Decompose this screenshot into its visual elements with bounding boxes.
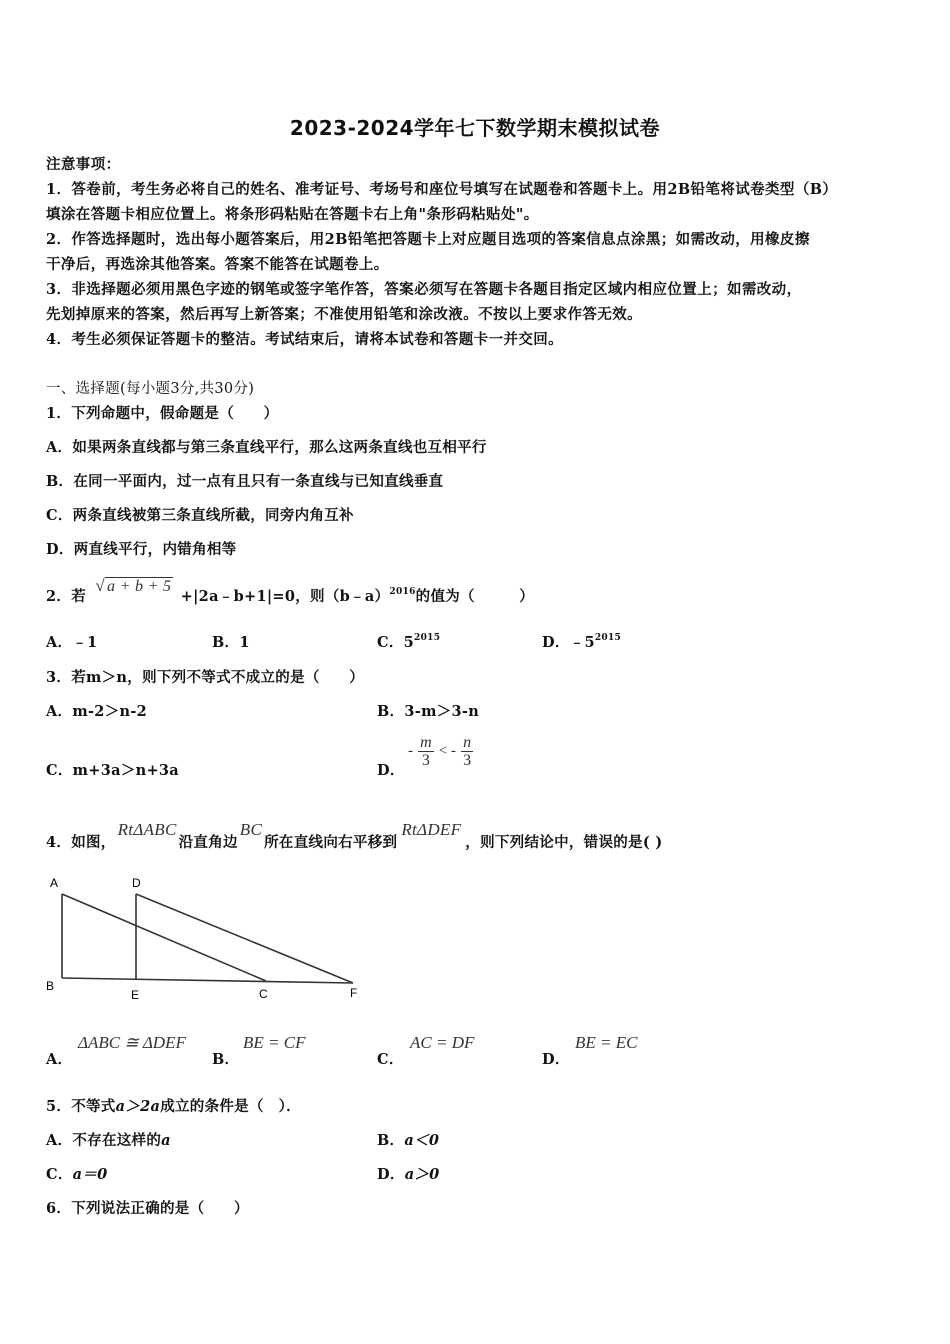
option-c-math: AC = DF (410, 1033, 475, 1052)
option-c: C．m+3a＞n+3a (46, 762, 179, 779)
point-label-b: B (46, 979, 55, 993)
sqrt-sign: √ (95, 576, 105, 595)
stem-text: 沿直角边 (178, 834, 238, 851)
stem-text: 所在直线向右平移到 (264, 834, 398, 851)
option-text: A．不存在这样的 (46, 1132, 162, 1149)
option-label: C． (46, 1166, 73, 1183)
question-stem: 1．下列命题中，假命题是（ ） (46, 405, 279, 422)
option-label: C． (377, 634, 404, 651)
denominator: 3 (463, 752, 472, 769)
option-a-label: A． (46, 1051, 73, 1068)
segment-df (136, 894, 353, 983)
option-a (46, 1129, 171, 1150)
stem-prefix: 5．不等式 (46, 1098, 116, 1115)
option-a-math: ΔABC ≅ ΔDEF (78, 1033, 186, 1052)
option-b: B．在同一平面内，过一点有且只有一条直线与已知直线垂直 (46, 473, 444, 490)
triangle-abc: RtΔABC (117, 820, 177, 839)
triangle-def: RtΔDEF (401, 820, 462, 839)
radicand: a + b + 5 (107, 578, 172, 595)
side-bc: BC (239, 820, 263, 839)
page-title: 2023-2024学年七下数学期末模拟试卷 (289, 116, 661, 140)
option-b-math: BE = CF (243, 1033, 306, 1052)
fraction (461, 734, 473, 769)
power-base: 5 (403, 634, 415, 651)
stem-prefix: 4．如图， (46, 834, 116, 851)
notice-line: 4．考生必须保证答题卡的整洁。考试结束后，请将本试卷和答题卡一并交回。 (46, 331, 564, 348)
option-label: B． (377, 1132, 405, 1149)
stem-prefix: 2．若 (46, 588, 86, 605)
point-label-f: F (350, 986, 358, 1000)
notice-line: 填涂在答题卡相应位置上。将条形码粘贴在答题卡右上角"条形码粘贴处"。 (46, 206, 539, 223)
notice-line: 干净后，再选涂其他答案。答案不能答在试题卷上。 (46, 256, 389, 273)
stem-middle: +|2a﹣b+1|=0，则（b﹣a） (180, 588, 390, 605)
option-c (46, 1163, 108, 1184)
question-stem (46, 820, 663, 852)
stem-suffix: 成立的条件是（ ）． (160, 1098, 301, 1115)
option-b (377, 1129, 439, 1150)
option-math: a＜0 (404, 1132, 440, 1149)
notice-line: 2．作答选择题时，选出每小题答案后，用2B铅笔把答题卡上对应题目选项的答案信息点涂黑；如需改动，用橡皮擦 (46, 231, 810, 248)
question-stem: 6．下列说法正确的是（ ） (46, 1200, 249, 1217)
option-math: a＝0 (72, 1166, 108, 1183)
question-stem (46, 1095, 301, 1116)
denominator: 3 (421, 752, 430, 769)
sqrt-expression (95, 576, 173, 596)
numerator: m (420, 734, 432, 751)
power-exponent: 2015 (414, 633, 441, 643)
option-d-label: D． (542, 1051, 570, 1068)
point-label-c: C (259, 987, 268, 1001)
stem-suffix: ，则下列结论中，错误的是( ) (465, 834, 663, 851)
option-c-label: C． (377, 1051, 404, 1068)
minus-sign: - (408, 743, 413, 759)
option-c: C．两条直线被第三条直线所截，同旁内角互补 (46, 507, 354, 524)
segment-bf (62, 978, 353, 983)
point-label-e: E (131, 988, 140, 1002)
question-stem: 3．若m＞n，则下列不等式不成立的是（ ） (46, 669, 365, 686)
option-d (542, 631, 621, 652)
fraction (418, 734, 434, 769)
power-base: 5 (584, 634, 595, 651)
inequality: a＞2a (115, 1098, 161, 1115)
notice-line: 3．非选择题必须用黑色字迹的钢笔或签字笔作答，答案必须写在答题卡各题目指定区域内相应位置上；如需改动， (46, 281, 802, 298)
section-heading: 一、选择题(每小题3分,共30分) (46, 381, 255, 397)
option-label: D．﹣ (542, 634, 585, 651)
point-label-a: A (50, 876, 59, 890)
option-a: A．﹣1 (46, 634, 98, 651)
notice-heading: 注意事项： (46, 156, 121, 173)
segment-ac (62, 894, 266, 981)
option-c (377, 631, 440, 652)
power-exponent: 2015 (594, 633, 622, 643)
option-a: A．m-2＞n-2 (46, 703, 148, 720)
option-d (377, 1163, 440, 1184)
option-d-math (408, 734, 473, 769)
option-d-label: D． (377, 762, 405, 779)
variable: a (161, 1132, 171, 1149)
option-d: D．两直线平行，内错角相等 (46, 541, 237, 558)
translation-figure (40, 870, 370, 1005)
option-d-math: BE = EC (575, 1033, 638, 1052)
option-b-label: B． (212, 1051, 240, 1068)
option-a: A．如果两条直线都与第三条直线平行，那么这两条直线也互相平行 (46, 439, 487, 456)
option-b: B．1 (212, 634, 250, 651)
option-b: B．3-m＞3-n (377, 703, 480, 720)
comparison: < - (438, 743, 456, 759)
question-stem (46, 576, 535, 606)
point-label-d: D (132, 876, 141, 890)
notice-line: 先划掉原来的答案，然后再写上新答案；不准使用铅笔和涂改液。不按以上要求作答无效。 (46, 306, 642, 323)
option-label: D． (377, 1166, 405, 1183)
numerator: n (463, 734, 472, 751)
notice-line: 1．答卷前，考生务必将自己的姓名、准考证号、考场号和座位号填写在试题卷和答题卡上。用2B铅笔将试卷类型（B） (46, 181, 838, 198)
option-math: a＞0 (404, 1166, 440, 1183)
stem-suffix: 的值为（ ） (415, 588, 535, 605)
exponent: 2016 (389, 587, 416, 597)
